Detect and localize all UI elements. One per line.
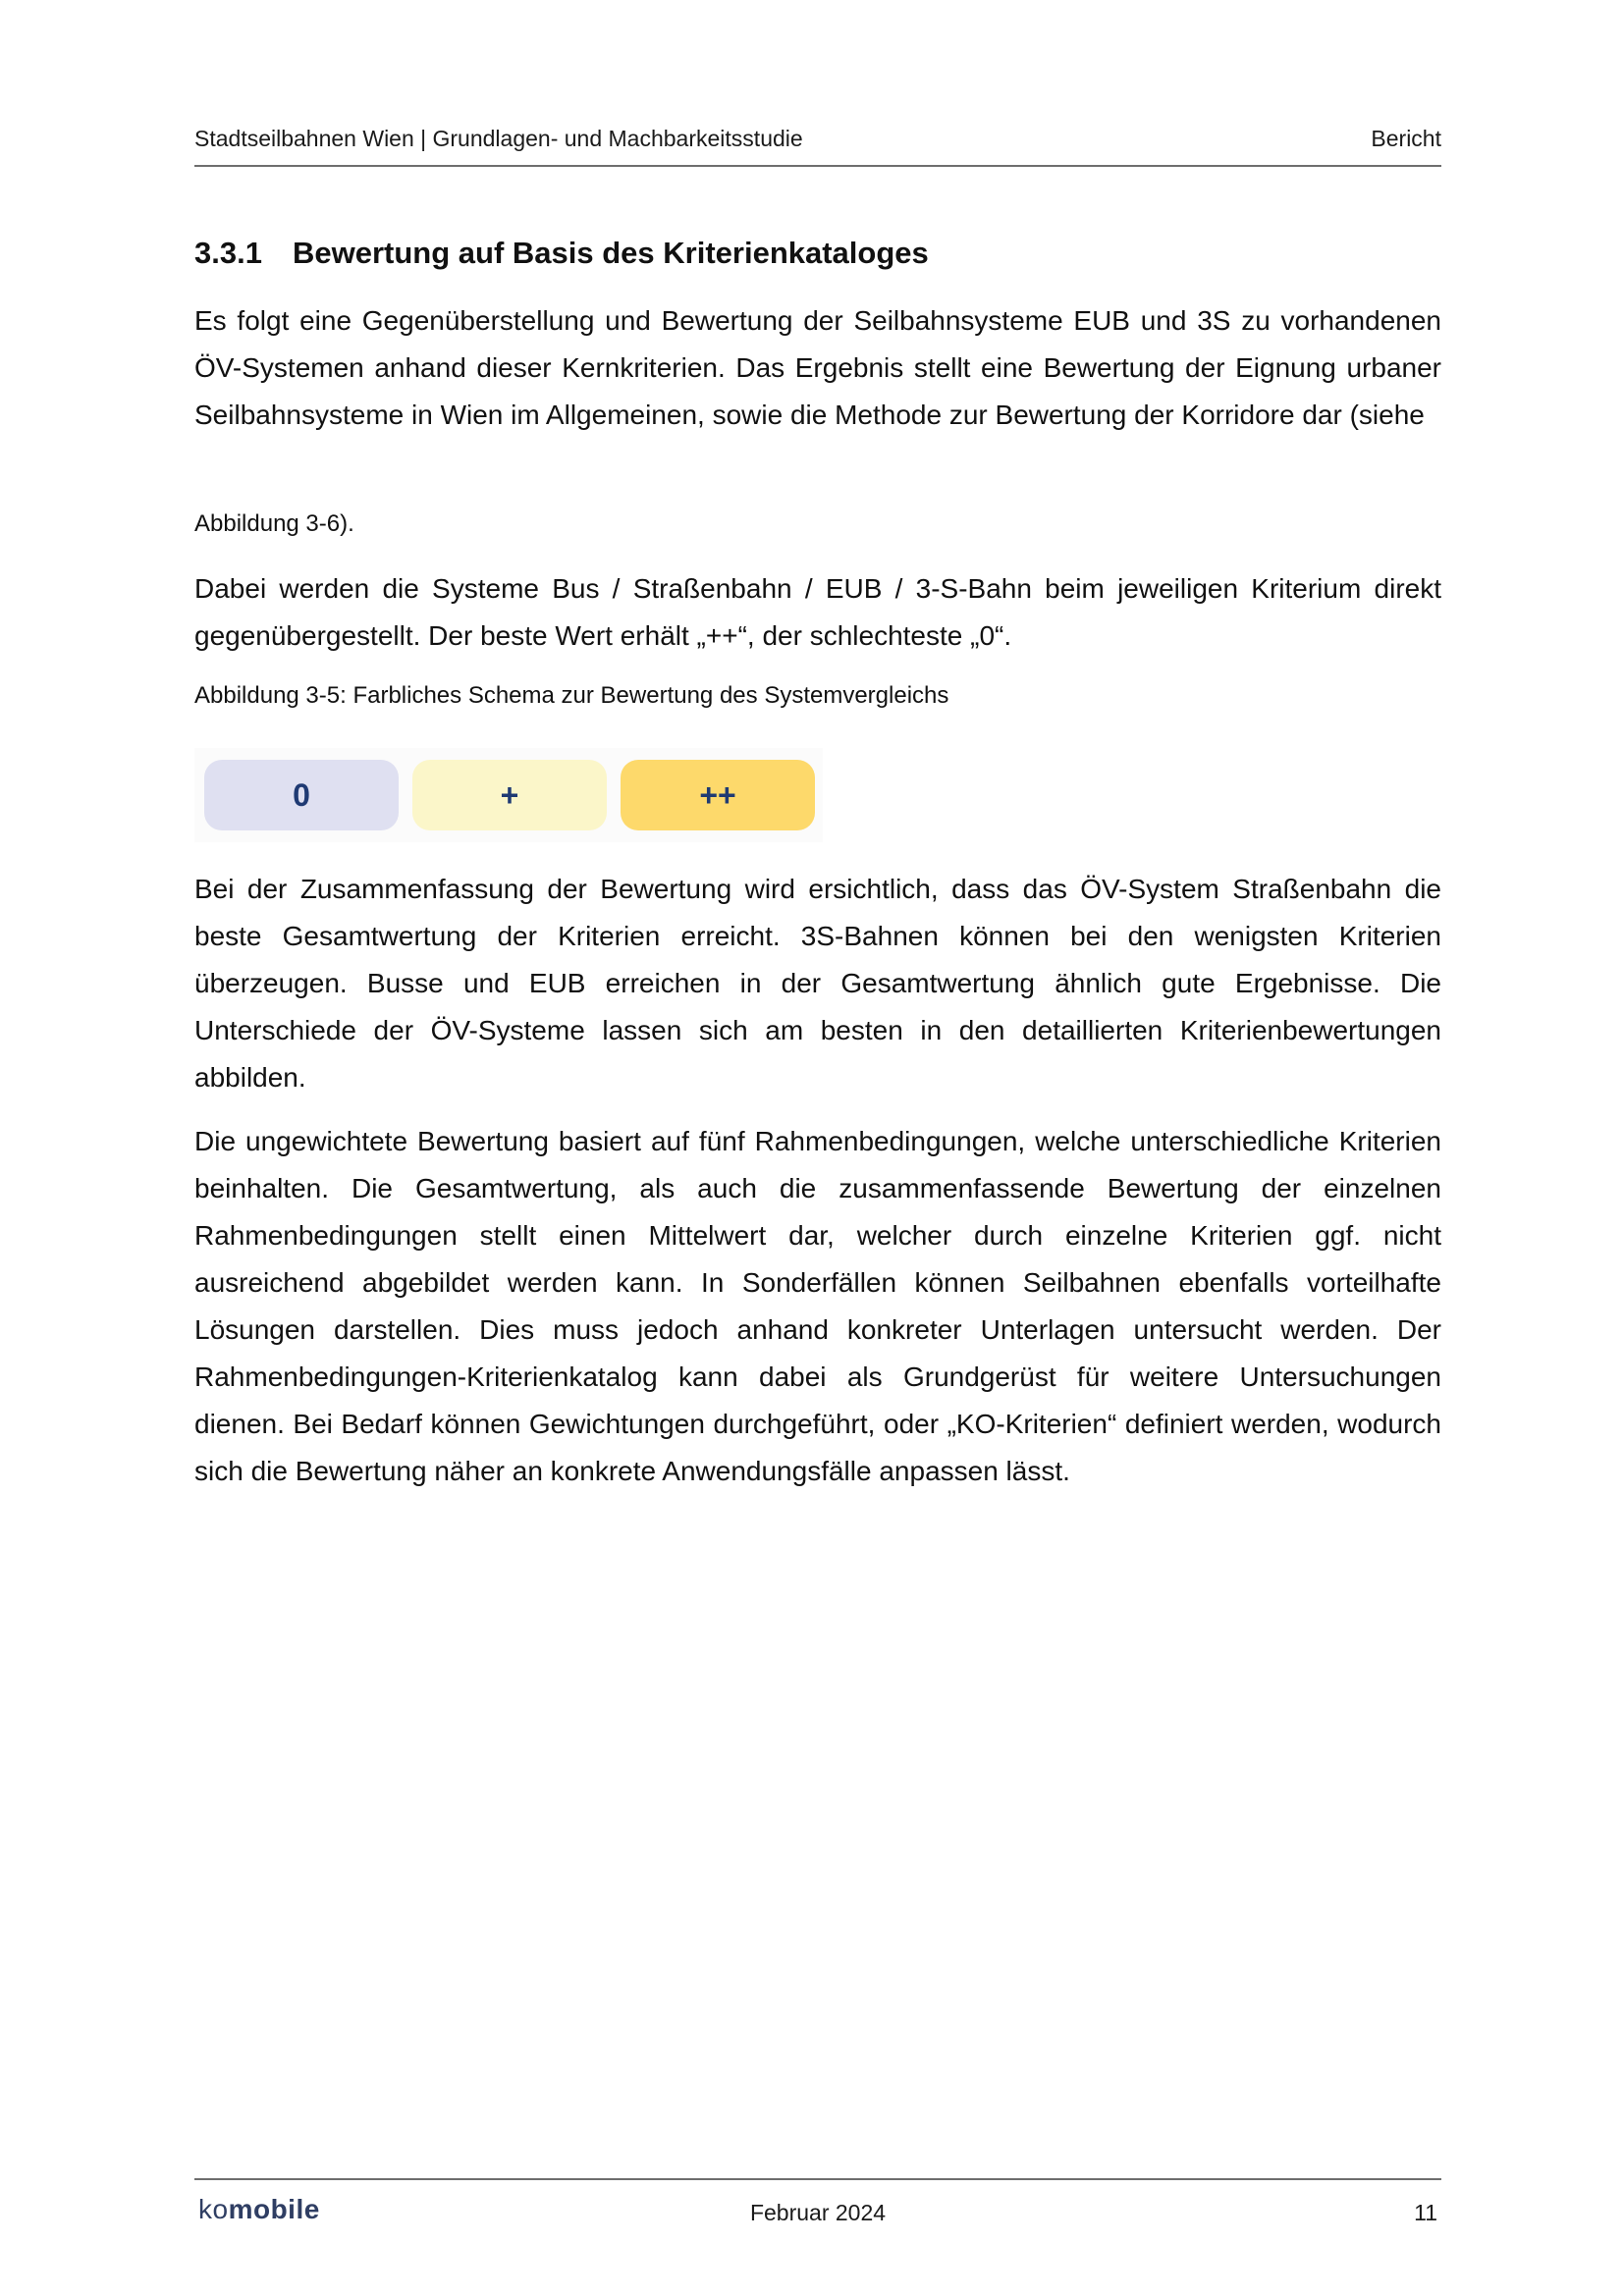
page-footer bbox=[194, 2178, 1441, 2239]
rating-pill-plusplus: ++ bbox=[621, 760, 815, 830]
figure-reference: Abbildung 3-6). bbox=[194, 510, 354, 537]
paragraph-summary: Bei der Zusammenfassung der Bewertung wird ersichtlich, dass das ÖV-System Straßenbahn die beste Gesamtwertung der Kriterien erreicht. 3S-Bahnen können bei den wenigsten Kriterien überzeugen. Busse und EUB erreichen in der Gesamtwertung ähnlich gute Ergebnisse. Die Unterschiede der ÖV-Systeme lassen sich am besten in den detaillierten Kriterienbewertungen abbilden. bbox=[194, 874, 1441, 1093]
paragraph-unweighted: Die ungewichtete Bewertung basiert auf fünf Rahmenbedingungen, welche unterschiedliche Kriterien beinhalten. Die Gesamtwertung, als auch die zusammenfassende Bewertung der einzelnen Rahmenbedingungen stellt einen Mittelwert dar, welcher durch einzelne Kriterien ggf. nicht ausreichend abgebildet werden kann. In Sonderfällen können Seilbahnen ebenfalls vorteilhafte Lösungen darstellen. Dies muss jedoch anhand konkreter Unterlagen untersucht werden. Der Rahmenbedingungen-Kriterienkatalog kann dabei als Grundgerüst für weitere Untersuchungen dienen. Bei Bedarf können Gewichtungen durchgeführt, oder „KO-Kriterien“ definiert werden, wodurch sich die Bewertung näher an konkrete Anwendungsfälle anpassen lässt. bbox=[194, 1126, 1441, 1486]
figure-caption: Abbildung 3-5: Farbliches Schema zur Bewertung des Systemvergleichs bbox=[194, 682, 949, 709]
paragraph-comparison: Dabei werden die Systeme Bus / Straßenbahn / EUB / 3-S-Bahn beim jeweiligen Kriterium direkt gegenübergestellt. Der beste Wert erhält „++“, der schlechteste „0“. bbox=[194, 573, 1441, 651]
section-heading bbox=[194, 236, 929, 271]
section-title: Bewertung auf Basis des Kriterienkataloges bbox=[293, 236, 929, 270]
header-report-label: Bericht bbox=[1371, 126, 1441, 151]
rating-pill-zero: 0 bbox=[204, 760, 399, 830]
footer-date: Februar 2024 bbox=[749, 2200, 887, 2225]
rating-pill-plus: + bbox=[412, 760, 607, 830]
section-number: 3.3.1 bbox=[194, 236, 262, 270]
logo-light-text: ko bbox=[198, 2194, 229, 2224]
page-number: 11 bbox=[1414, 2200, 1437, 2225]
header-title: Stadtseilbahnen Wien | Grundlagen- und Machbarkeitsstudie bbox=[194, 126, 803, 151]
paragraph-intro: Es folgt eine Gegenüberstellung und Bewertung der Seilbahnsysteme EUB und 3S zu vorhandenen ÖV-Systemen anhand dieser Kernkriterien. Das Ergebnis stellt eine Bewertung der Eignung urbaner Seilbahnsysteme in Wien im Allgemeinen, sowie die Methode zur Bewertung der Korridore dar (siehe bbox=[194, 305, 1441, 430]
rating-color-scheme bbox=[194, 748, 823, 842]
logo-bold-text: mobile bbox=[228, 2194, 320, 2224]
page-header bbox=[194, 124, 1441, 167]
